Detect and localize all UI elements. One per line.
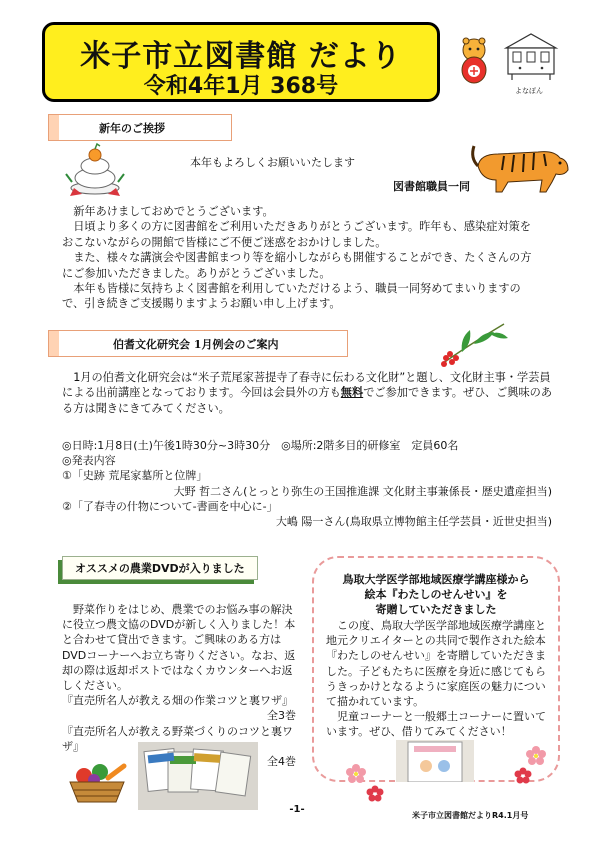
hoki-text-after: でご参加できます。ぜひ、ご興味のある方は聞きにきてみてください。 xyxy=(62,386,553,415)
nandina-berries-icon xyxy=(434,318,512,368)
heading-band xyxy=(49,115,59,140)
page-number: -1- xyxy=(289,804,305,815)
newyear-paragraph: 日頃より多くの方に図書館をご利用いただきありがとうございます。昨年も、感染症対策をおこないながらの開館で皆様にご不便ご迷惑をおかけしました。 xyxy=(62,220,531,249)
dvd-heading-label: オススメの農業DVDが入りました xyxy=(75,562,245,575)
event-speaker-2: 大嶋 陽一さん(鳥取県立博物館主任学芸員・近世史担当) xyxy=(275,515,552,529)
dvd-heading xyxy=(62,556,258,580)
newyear-heading-label: 新年のご挨拶 xyxy=(99,121,165,135)
dvd-paragraph: 野菜作りをはじめ、農業でのお悩み事の解決に役立つ農文協のDVDが新しく入りました！本と合わせて貸出できます。ご興味のある方はDVDコーナーへお立ち寄りください。なお、返却の際は返却ポストではなくカウンターへお返しください。 xyxy=(62,603,296,693)
event-date-place: ◎日時:1月8日(土)午後1時30分~3時30分 ◎場所:2階多目的研修室 定員60名 xyxy=(62,439,459,452)
newyear-body xyxy=(62,204,542,312)
free-admission-word: 無料 xyxy=(340,386,364,400)
dvd-covers-photo xyxy=(138,742,258,810)
tiger-mascot-icon xyxy=(452,36,496,86)
event-details xyxy=(62,438,562,529)
vegetable-basket-icon xyxy=(66,760,128,806)
publication-footer: 米子市立図書館だよりR4.1月号 xyxy=(412,811,529,820)
plum-blossom-left-icon xyxy=(336,760,386,806)
newyear-heading xyxy=(48,114,232,141)
event-topic-1: ①「史跡 荒尾家墓所と位牌」 xyxy=(62,469,208,483)
dvd-title-2: 『直売所名人が教える野菜づくりのコツと裏ワザ』 xyxy=(62,724,293,753)
donation-title xyxy=(312,572,560,617)
dvd-title-1: 『直売所名人が教える畑の作業コツと裏ワザ』 xyxy=(62,694,293,708)
hoki-body xyxy=(62,370,558,416)
hoki-paragraph xyxy=(62,370,558,416)
tiger-illustration-icon xyxy=(468,136,572,198)
greeting-message: 本年もよろしくお願いいたします xyxy=(190,156,355,169)
donation-body xyxy=(326,618,552,740)
donation-paragraph: 児童コーナーと一般郷土コーナーに置いています。ぜひ、借りてみてください！ xyxy=(326,710,546,739)
hoki-text-before: 1月の伯耆文化研究会は“米子荒尾家菩提寺了春寺に伝わる文化財”と題し、文化財主事・学芸員による出前講座となっております。今回は会員外の方も xyxy=(62,371,551,400)
greeting-signature: 図書館職員一同 xyxy=(393,180,470,193)
newyear-paragraph: 本年も皆様に気持ちよく図書館を利用していただけるよう、職員一同努めてまいりますので、引き続きご支援賜りますようお願い申し上げます。 xyxy=(62,282,521,311)
donation-title-line: 鳥取大学医学部地域医療学講座様から xyxy=(342,573,530,586)
event-speaker-1: 大野 哲二さん(とっとり弥生の王国推進課 文化財主事兼係長・歴史遺産担当) xyxy=(173,484,552,498)
header-banner xyxy=(42,22,440,102)
plum-blossom-right-icon xyxy=(506,744,552,790)
hoki-heading xyxy=(48,330,348,357)
picture-book-photo xyxy=(396,740,474,782)
mascot-name: よなぽん xyxy=(515,87,543,95)
heading-band xyxy=(49,331,59,356)
donation-title-line: 寄贈していただきました xyxy=(375,603,497,616)
hoki-heading-label: 伯耆文化研究会 1月例会のご案内 xyxy=(113,337,279,351)
newsletter-title: 米子市立図書館 だより xyxy=(80,39,402,74)
event-content-label: ◎発表内容 xyxy=(62,454,116,468)
issue-number: 令和4年1月 368号 xyxy=(143,74,339,99)
library-mascot-icon xyxy=(500,30,562,82)
donation-paragraph: この度、鳥取大学医学部地域医療学講座と地元クリエイターとの共同で製作された絵本『わたしのせんせい』を寄贈していただきました。子どもたちに医療を身近に感じてもらうきっかけとなるように家庭医の魅力について描かれています。 xyxy=(326,619,546,709)
event-topic-2: ②「了春寺の什物について-書画を中心に-」 xyxy=(62,499,278,513)
donation-title-line: 絵本『わたしのせんせい』を xyxy=(364,588,508,601)
dvd-count-2: 全4巻 xyxy=(267,755,296,769)
newyear-paragraph: また、様々な講演会や図書館まつり等を縮小しながらも開催することができ、たくさんの方にご参加いただきました。ありがとうございました。 xyxy=(62,251,532,280)
kagami-mochi-icon xyxy=(64,140,126,198)
dvd-count-1: 全3巻 xyxy=(267,709,296,723)
newyear-paragraph: 新年あけましておめでとうございます。 xyxy=(62,205,274,218)
